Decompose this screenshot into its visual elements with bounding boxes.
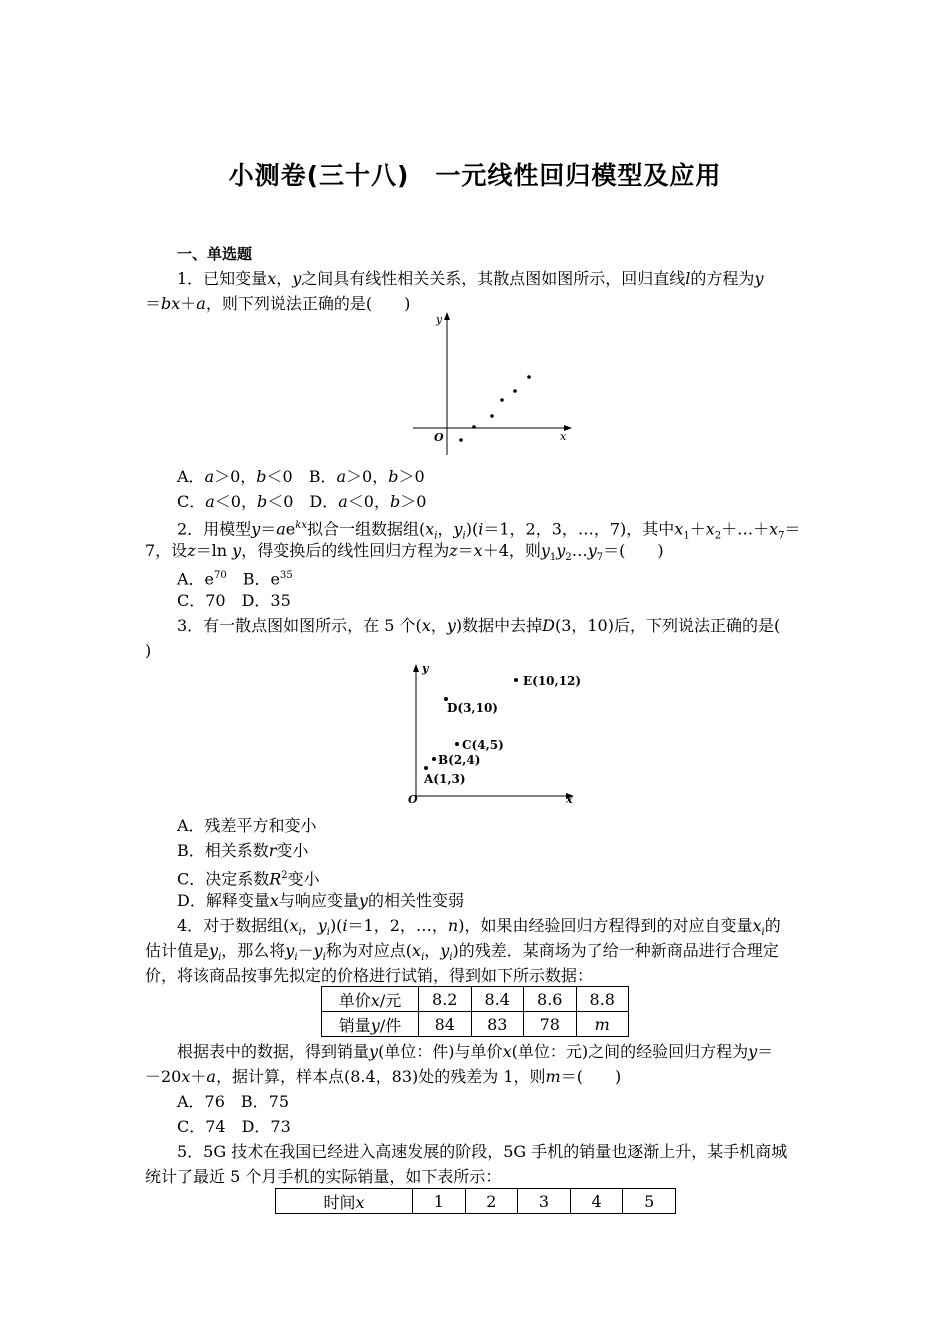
q3-axis-x-label: x xyxy=(566,793,573,806)
q3-origin-label: O xyxy=(408,793,418,806)
q4-options-cd: C．74 D．73 xyxy=(177,1117,291,1136)
q4-options-ab: A．76 B．75 xyxy=(177,1092,290,1111)
q3-label-e: E(10,12) xyxy=(523,674,582,688)
table-cell: 8.4 xyxy=(471,987,524,1012)
q3-scatter-plot xyxy=(400,658,590,808)
q3-option-b: B．相关系数r变小 xyxy=(177,841,309,860)
q3-axis-y-label: y xyxy=(422,662,429,675)
table-cell: 8.6 xyxy=(524,987,577,1012)
q3-option-a: A．残差平方和变小 xyxy=(177,816,317,835)
q3-label-c: C(4,5) xyxy=(462,738,504,752)
q3-line2: ) xyxy=(145,641,152,660)
table-row xyxy=(322,1012,629,1037)
q3-option-d: D．解释变量x与响应变量y的相关性变弱 xyxy=(177,891,464,910)
table-cell: 8.2 xyxy=(419,987,472,1012)
q5-sales-table xyxy=(275,1188,676,1214)
q4-line1: 4．对于数据组($x_i$，$y_i)(i=1$，2，…，n)，如果由经验回归方程得到的对应自变量$x_i$的 xyxy=(177,916,781,939)
q3-option-c: C．决定系数$R^2$变小 xyxy=(177,869,320,889)
q1-axis-x-label: x xyxy=(560,430,567,443)
table-header-cell: 销量y/件 xyxy=(322,1012,419,1037)
q1-scatter-plot xyxy=(408,310,578,460)
q5-line1: 5．5G 技术在我国已经进入高速发展的阶段，5G 手机的销量也逐渐上升，某手机商城 xyxy=(177,1142,788,1161)
q1-point xyxy=(459,438,463,442)
q3-point-e xyxy=(514,678,518,682)
table-cell: 8.8 xyxy=(576,987,629,1012)
table-cell: 78 xyxy=(524,1012,577,1037)
q1-line2: ＝bx＋a，则下列说法正确的是( ) xyxy=(145,294,411,313)
q3-line1: 3．有一散点图如图所示，在 5 个(x，y)数据中去掉D(3，10)后，下列说法正确的是( xyxy=(177,616,781,635)
section-heading: 一、单选题 xyxy=(177,245,253,263)
q1-point xyxy=(527,375,531,379)
q4-line4: 根据表中的数据，得到销量y(单位：件)与单价x(单位：元)之间的经验回归方程为y＝ xyxy=(177,1042,774,1061)
q3-label-a: A(1,3) xyxy=(424,772,466,786)
q3-label-d: D(3,10) xyxy=(447,701,498,715)
q1-point xyxy=(490,414,494,418)
table-cell: 3 xyxy=(518,1189,571,1214)
q2-options-ab: A．$e^{70}$ B．$e^{35}$ xyxy=(177,569,293,589)
page-title: 小测卷(三十八) 一元线性回归模型及应用 xyxy=(228,161,722,190)
q4-line5: －20x＋a，据计算，样本点(8.4，83)处的残差为 1，则m＝( ) xyxy=(145,1067,622,1086)
q4-price-sales-table xyxy=(321,986,629,1037)
q3-label-b: B(2,4) xyxy=(438,753,481,767)
table-cell: 1 xyxy=(413,1189,466,1214)
q1-point xyxy=(513,389,517,393)
table-cell: 84 xyxy=(419,1012,472,1037)
q1-options-cd: C．a＜0，b＜0 D．a＜0，b＞0 xyxy=(177,492,427,511)
table-cell: 2 xyxy=(465,1189,518,1214)
table-row xyxy=(322,987,629,1012)
q1-line1: 1．已知变量x，y之间具有线性相关关系，其散点图如图所示，回归直线l的方程为y xyxy=(177,269,764,288)
table-cell: 5 xyxy=(623,1189,676,1214)
q4-line2: 估计值是$y_i$，那么将$y_i-y_i$称为对应点($x_i$，$y_i$)的残差．某商场为了给一种新商品进行合理定 xyxy=(145,941,779,964)
q1-options-ab: A．a＞0，b＜0 B．a＞0，b＞0 xyxy=(177,467,425,486)
table-cell: m xyxy=(576,1012,629,1037)
q2-line1: 2．用模型$y=ae^{kx}$拟合一组数据组($x_i$，$y_i)(i=1$，2，3，…，7)，其中$x_1+x_2+\dots+x_7=$ xyxy=(177,519,801,542)
q2-line2: 7，设z＝ln y，得变换后的线性回归方程为z＝x＋4，则$y_1y_2\dots y_7=$( ) xyxy=(145,541,664,564)
q3-point-b xyxy=(432,757,436,761)
table-cell: 4 xyxy=(570,1189,623,1214)
q3-point-c xyxy=(455,742,459,746)
q1-point xyxy=(472,425,476,429)
q5-line2: 统计了最近 5 个月手机的实际销量，如下表所示： xyxy=(145,1167,502,1186)
q2-options-cd: C．70 D．35 xyxy=(177,591,291,610)
q1-point xyxy=(500,398,504,402)
q3-point-a xyxy=(424,766,428,770)
table-header-cell: 时间x xyxy=(276,1189,413,1214)
table-header-cell: 单价x/元 xyxy=(322,987,419,1012)
table-cell: 83 xyxy=(471,1012,524,1037)
q1-axis-y-label: y xyxy=(436,313,443,326)
q4-line3: 价，将该商品按事先拟定的价格进行试销，得到如下所示数据： xyxy=(145,966,594,985)
q1-origin-label: O xyxy=(434,431,444,444)
table-row xyxy=(276,1189,676,1214)
